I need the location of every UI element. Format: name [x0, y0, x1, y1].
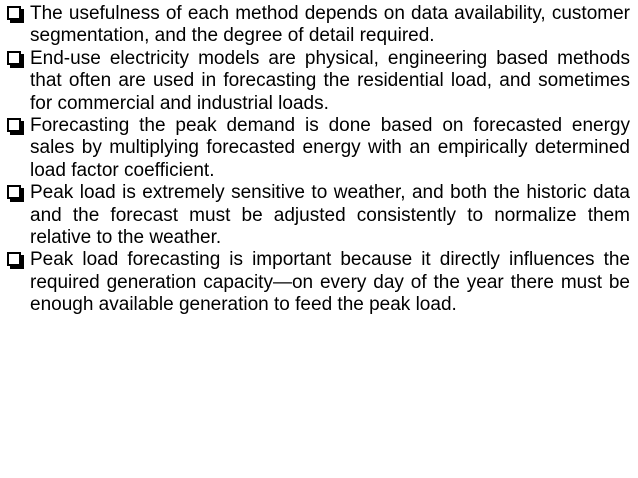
checkbox-icon [7, 118, 21, 132]
bullet-item [6, 182, 630, 249]
checkbox-icon [7, 252, 21, 266]
bullet-text: Forecasting the peak demand is done based on forecasted energy sales by multiplying forecasted energy with an empirically determined load factor coefficient. [30, 115, 630, 181]
checkbox-icon [7, 6, 21, 20]
bullet-item [6, 3, 630, 48]
bullet-text: The usefulness of each method depends on data availability, customer segmentation, and the degree of detail required. [30, 3, 630, 47]
bullet-item [6, 48, 630, 115]
bullet-item [6, 249, 630, 316]
bullet-item [6, 115, 630, 182]
bullet-text: End-use electricity models are physical, engineering based methods that often are used in forecasting the residential load, and sometimes for commercial and industrial loads. [30, 47, 630, 114]
checkbox-icon [7, 51, 21, 65]
bullet-text: Peak load is extremely sensitive to weather, and both the historic data and the forecast must be adjusted consistently to normalize them relative to the weather. [30, 182, 630, 249]
checkbox-icon [7, 185, 21, 199]
bullet-text: Peak load forecasting is important because it directly influences the required generation capacity—on every day of the year there must be enough available generation to feed the peak load. [30, 249, 630, 316]
bullet-list [6, 3, 630, 317]
